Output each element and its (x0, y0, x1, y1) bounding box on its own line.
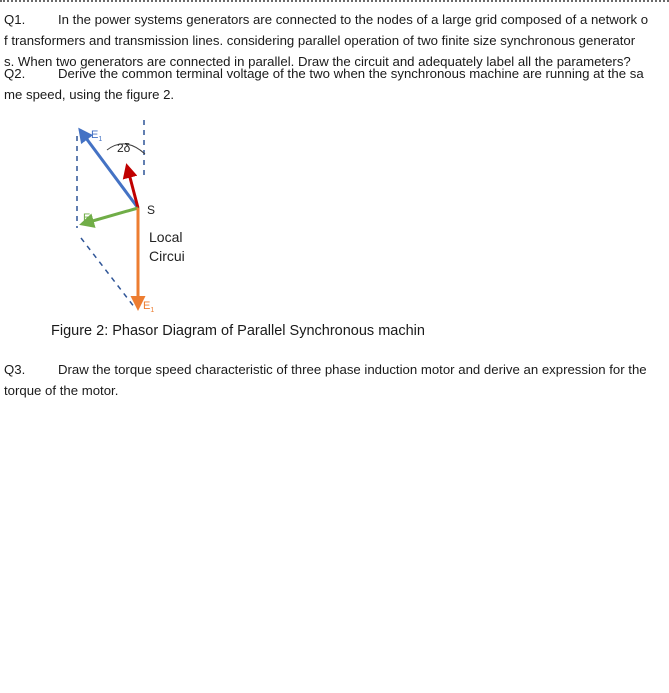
question-1-line-1 (4, 9, 669, 30)
question-3 (4, 359, 669, 401)
figure-caption: Figure 2: Phasor Diagram of Parallel Synchronous machin (51, 323, 425, 339)
question-2-line-2: me speed, using the figure 2. (4, 87, 175, 102)
top-dotted-rule (0, 0, 669, 6)
question-3-number: Q3. (4, 362, 26, 377)
question-2-text-1: Derive the common terminal voltage of the two when the synchronous machine are running at the sa (58, 66, 644, 81)
question-3-text-1: Draw the torque speed characteristic of three phase induction motor and derive an expression for the (58, 362, 647, 377)
question-1-number: Q1. (4, 12, 26, 27)
circui-label: Circui (149, 248, 185, 264)
e1-top-label: $E_1$ (91, 129, 103, 143)
question-2-number: Q2. (4, 66, 26, 81)
s-label: S (147, 203, 156, 217)
question-2 (4, 63, 669, 105)
diagonal-dashed-line (81, 238, 135, 308)
es-label: $E_s$ (83, 212, 94, 226)
question-3-line-2: torque of the motor. (4, 383, 119, 398)
phasor-diagram (65, 118, 225, 318)
question-3-line-1 (4, 359, 669, 380)
question-1-line-3: s. When two generators are connected in parallel. Draw the circuit and adequately label all the parameters? (4, 54, 631, 69)
e1-bottom-label: $E_1$ (143, 300, 155, 314)
question-1-line-2: f transformers and transmission lines. considering parallel operation of two finite size synchronous generator (4, 33, 636, 48)
angle-label: 2δ (117, 141, 131, 155)
question-2-line-1 (4, 63, 669, 84)
local-label: Local (149, 229, 183, 245)
question-1-text-1: In the power systems generators are connected to the nodes of a large grid composed of a network o (58, 12, 649, 27)
